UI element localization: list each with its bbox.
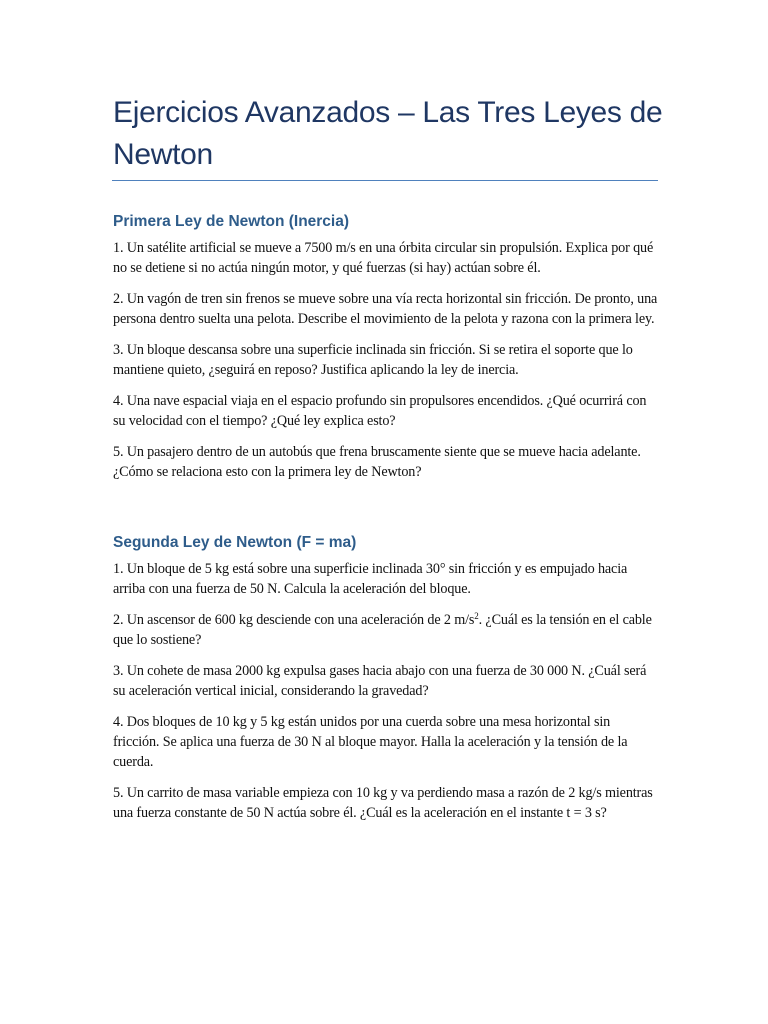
exercise-item: 4. Dos bloques de 10 kg y 5 kg están unidos por una cuerda sobre una mesa horizontal sin fricción. Se aplica una fuerza de 30 N al bloque mayor. Halla la aceleración y la tensión de la cuerda. bbox=[113, 714, 628, 770]
section-heading: Primera Ley de Newton (Inercia) bbox=[113, 213, 350, 230]
exercise-item: 1. Un bloque de 5 kg está sobre una superficie inclinada 30° sin fricción y es empujado hacia arriba con una fuerza de 50 N. Calcula la aceleración del bloque. bbox=[113, 561, 628, 597]
exercise-item: 1. Un satélite artificial se mueve a 7500 m/s en una órbita circular sin propulsión. Explica por qué no se detiene si no actúa ningún motor, y qué fuerzas (si hay) actúan sobre él. bbox=[113, 240, 654, 276]
exercise-text: 2. Un ascensor de 600 kg desciende con una aceleración de 2 m/s bbox=[113, 612, 475, 628]
exercise-item: 5. Un carrito de masa variable empieza con 10 kg y va perdiendo masa a razón de 2 kg/s mientras una fuerza constante de 50 N actúa sobre él. ¿Cuál es la aceleración en el instante t = 3 s? bbox=[113, 785, 653, 821]
exercise-item: 3. Un cohete de masa 2000 kg expulsa gases hacia abajo con una fuerza de 30 000 N. ¿Cuál será su aceleración vertical inicial, considerando la gravedad? bbox=[113, 663, 647, 699]
exponent: 2 bbox=[474, 611, 479, 621]
section-first-law bbox=[113, 212, 658, 493]
exercise-item: 4. Una nave espacial viaja en el espacio profundo sin propulsores encendidos. ¿Qué ocurrirá con su velocidad con el tiempo? ¿Qué ley explica esto? bbox=[113, 393, 647, 429]
exercise-item: 2. Un vagón de tren sin frenos se mueve sobre una vía recta horizontal sin fricción. De pronto, una persona dentro suelta una pelota. Describe el movimiento de la pelota y razona con la primera ley. bbox=[113, 291, 658, 327]
document-title: Ejercicios Avanzados – Las Tres Leyes de Newton bbox=[113, 96, 663, 171]
section-heading: Segunda Ley de Newton (F = ma) bbox=[113, 534, 357, 551]
exercise-item: 3. Un bloque descansa sobre una superficie inclinada sin fricción. Si se retira el soporte que lo mantiene quieto, ¿seguirá en reposo? Justifica aplicando la ley de inercia. bbox=[113, 342, 633, 378]
exercise-item bbox=[113, 610, 658, 650]
exercise-text: . ¿Cuál es la tensión en el cable que lo sostiene? bbox=[113, 612, 652, 648]
section-second-law bbox=[113, 533, 658, 834]
title-underline bbox=[112, 180, 658, 181]
exercise-item: 5. Un pasajero dentro de un autobús que frena bruscamente siente que se mueve hacia adelante. ¿Cómo se relaciona esto con la primera ley de Newton? bbox=[113, 444, 641, 480]
